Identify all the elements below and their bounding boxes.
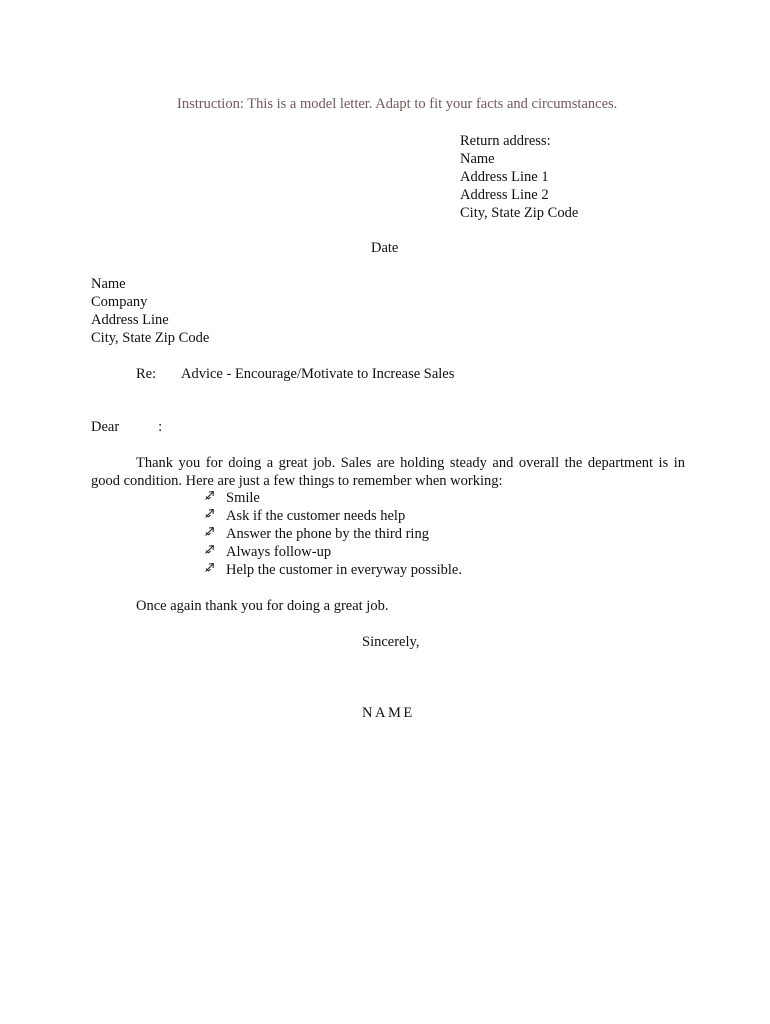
list-item	[204, 489, 462, 507]
hollow-arrow-icon	[204, 561, 226, 579]
list-item	[204, 507, 462, 525]
hollow-arrow-icon	[204, 507, 226, 525]
instruction-note: Instruction: This is a model letter. Adapt to fit your facts and circumstances.	[177, 96, 618, 112]
return-address-block	[460, 132, 578, 222]
subject-label: Re:	[136, 366, 157, 382]
salutation	[91, 418, 162, 436]
body-paragraph-2: Once again thank you for doing a great job.	[136, 598, 389, 614]
bullet-text: Ask if the customer needs help	[226, 508, 406, 524]
subject-line	[136, 365, 454, 383]
return-address-heading: Return address:	[460, 133, 551, 149]
bullet-text: Smile	[226, 490, 260, 506]
return-address-line-2: Address Line 2	[460, 187, 549, 203]
list-item	[204, 543, 462, 561]
return-address-line-1: Address Line 1	[460, 169, 549, 185]
list-item	[204, 561, 462, 579]
salutation-word: Dear	[91, 419, 120, 435]
closing: Sincerely,	[362, 634, 420, 650]
body-paragraph-1: Thank you for doing a great job. Sales are holding steady and overall the department is in good condition. Here are just a few things to remember when working:	[91, 455, 685, 489]
recipient-name: Name	[91, 276, 126, 292]
recipient-city-state-zip: City, State Zip Code	[91, 330, 210, 346]
return-address-name: Name	[460, 151, 495, 167]
signature-name: NAME	[362, 705, 415, 721]
salutation-colon: :	[158, 419, 163, 435]
bullet-text: Help the customer in everyway possible.	[226, 562, 462, 578]
bullet-text: Always follow-up	[226, 544, 332, 560]
subject-text: Advice - Encourage/Motivate to Increase Sales	[181, 366, 455, 382]
list-item	[204, 525, 462, 543]
recipient-company: Company	[91, 294, 148, 310]
bullet-list	[204, 489, 462, 579]
recipient-address-line: Address Line	[91, 312, 169, 328]
hollow-arrow-icon	[204, 543, 226, 561]
return-address-city-state-zip: City, State Zip Code	[460, 205, 579, 221]
hollow-arrow-icon	[204, 489, 226, 507]
bullet-text: Answer the phone by the third ring	[226, 526, 429, 542]
letter-date: Date	[371, 240, 399, 256]
recipient-address-block	[91, 275, 209, 347]
hollow-arrow-icon	[204, 525, 226, 543]
